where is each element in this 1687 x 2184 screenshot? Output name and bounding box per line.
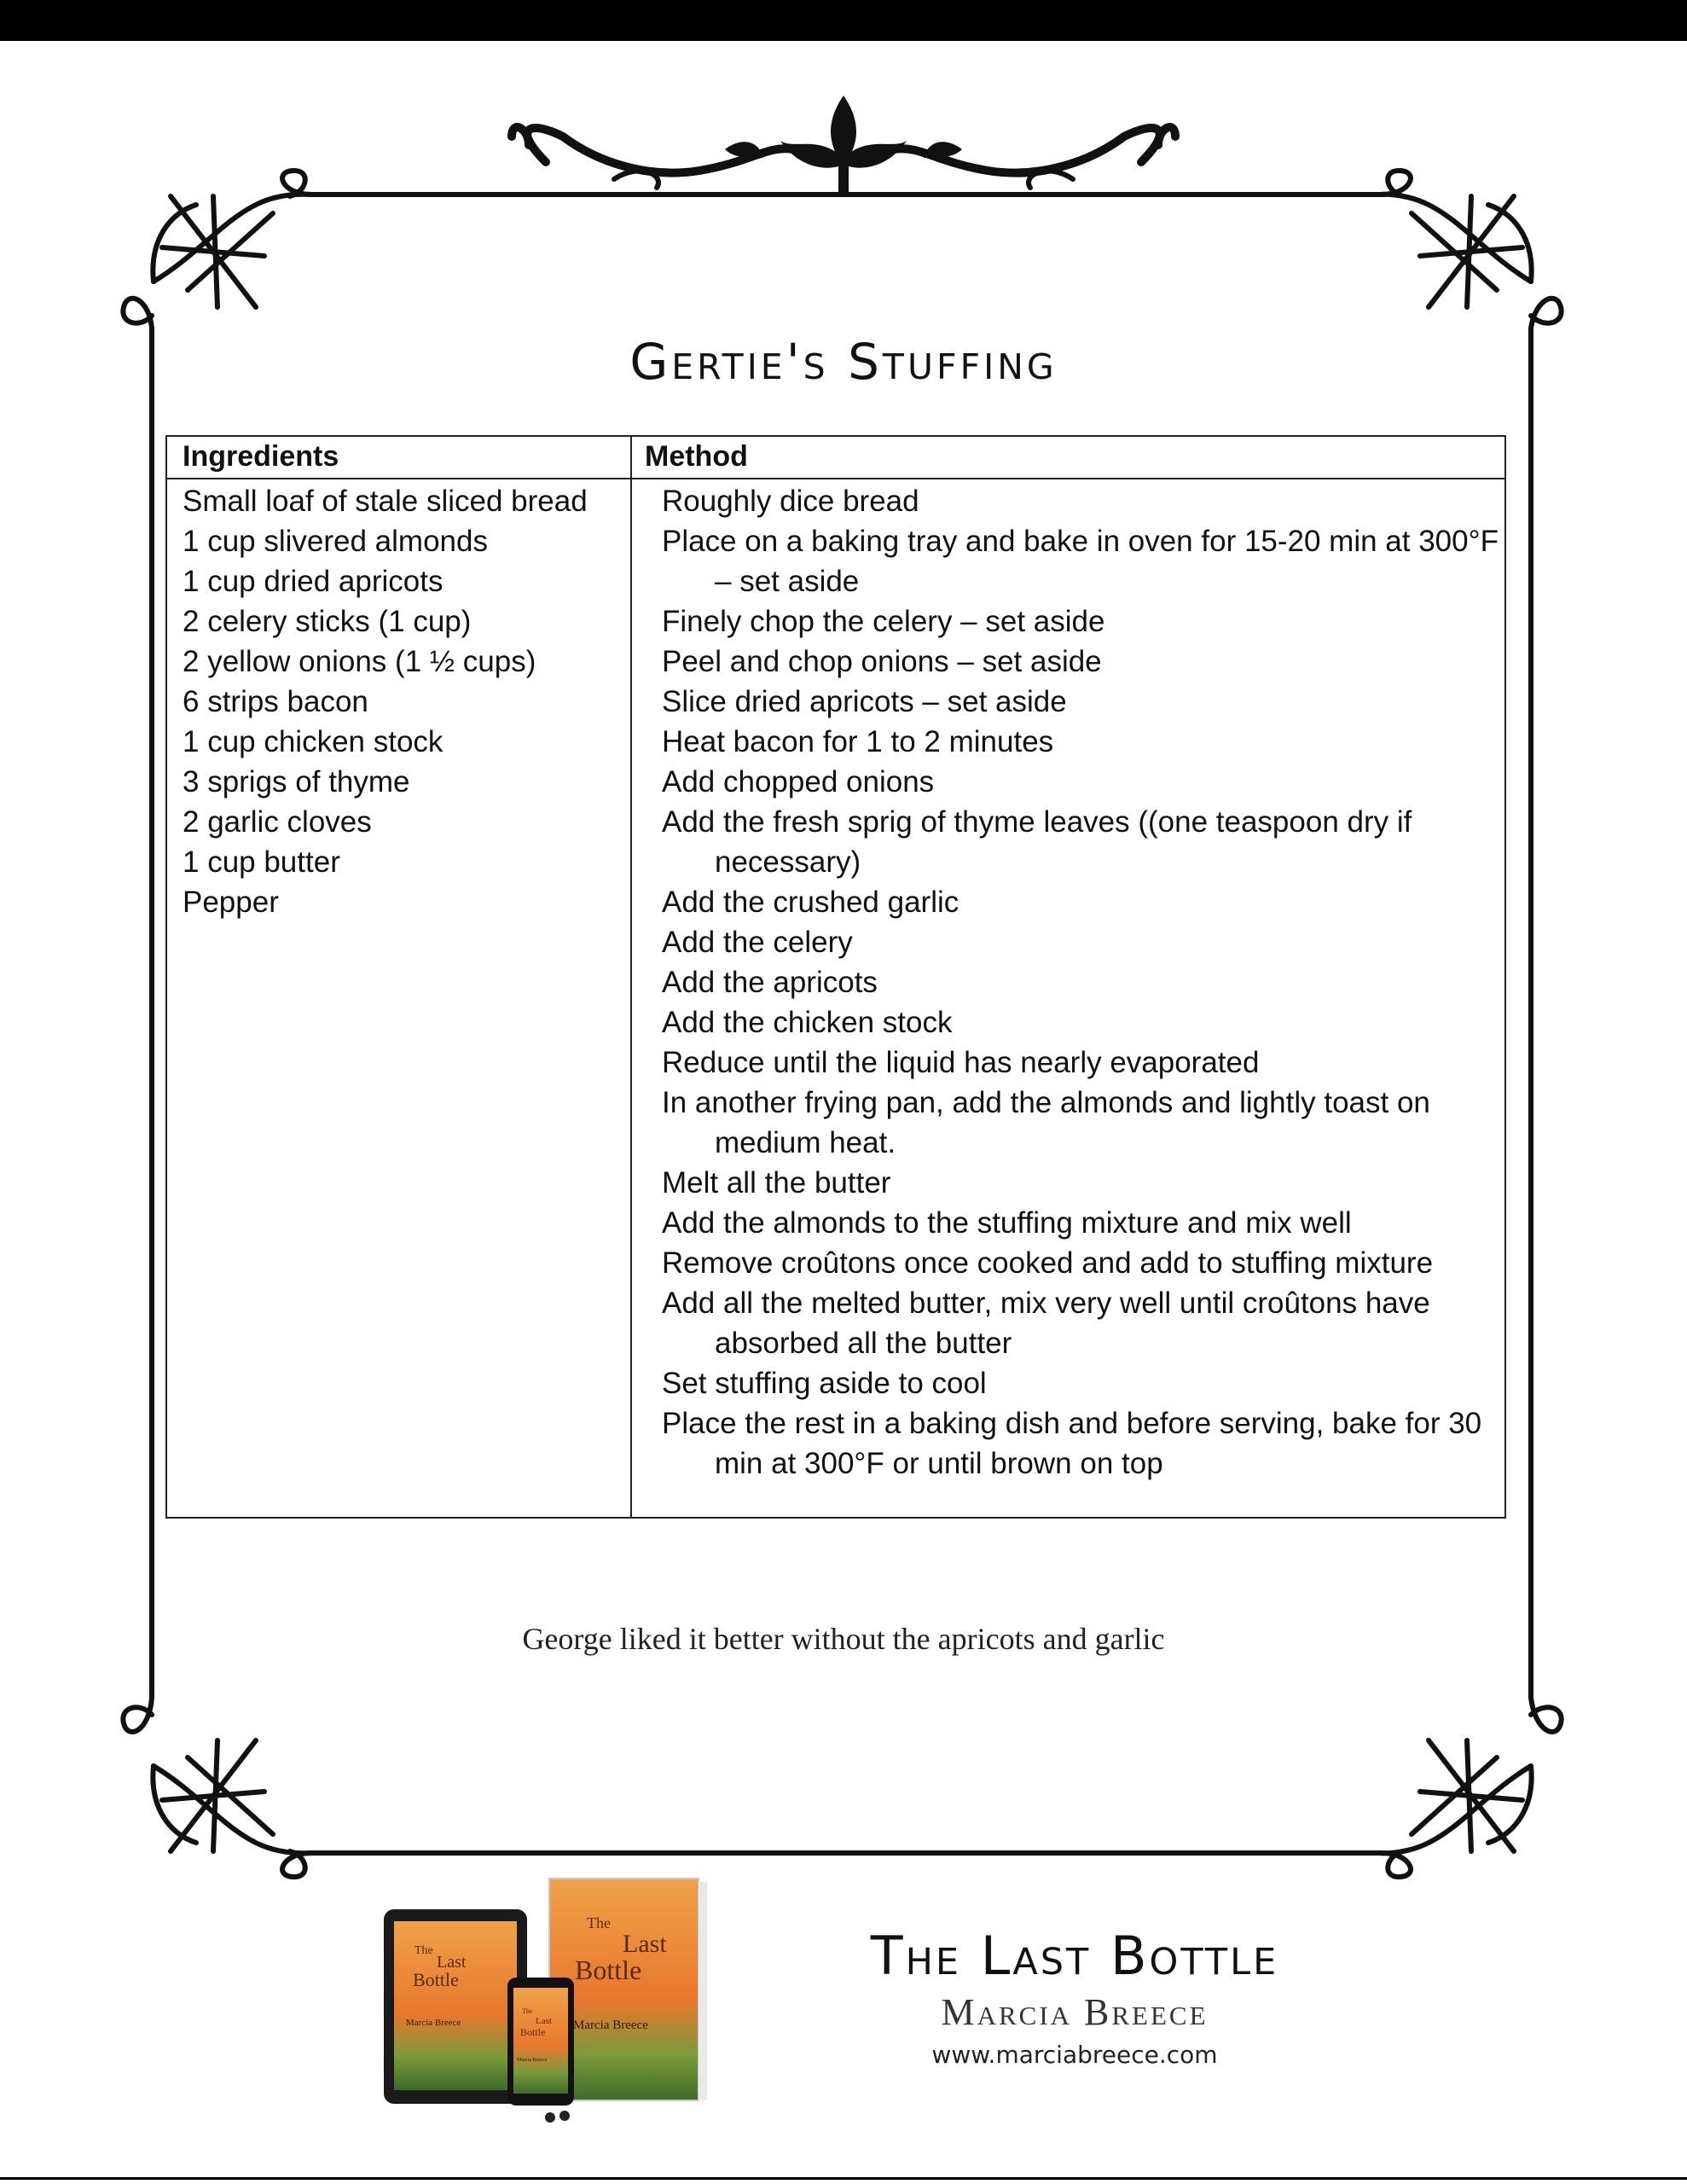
ingredient-item: 2 celery sticks (1 cup) — [183, 605, 472, 638]
method-step: Heat bacon for 1 to 2 minutes — [662, 725, 1054, 758]
ingredients-list — [183, 481, 626, 922]
method-step: Remove croûtons once cooked and add to stuffing mixture — [662, 1246, 1434, 1280]
book-branding — [836, 1924, 1313, 2074]
ingredient-item: 1 cup dried apricots — [183, 565, 443, 598]
method-step: Add all the melted butter, mix very well until croûtons have absorbed all the butter — [662, 1287, 1430, 1360]
ingredient-item: 3 sprigs of thyme — [183, 765, 410, 799]
method-step: Add the celery — [662, 926, 853, 959]
ingredient-item: 2 garlic cloves — [183, 805, 372, 839]
method-list — [662, 481, 1502, 1484]
paperback-cover-title-3: Bottle — [575, 1955, 642, 1985]
ingredients-header: Ingredients — [183, 440, 339, 473]
method-step: Peel and chop onions – set aside — [662, 645, 1102, 678]
method-step: Add chopped onions — [662, 765, 935, 799]
ingredient-item: 2 yellow onions (1 ½ cups) — [183, 645, 536, 678]
method-step: Reduce until the liquid has nearly evaporated — [662, 1046, 1260, 1079]
ingredient-item: Pepper — [183, 886, 279, 919]
method-step: Add the apricots — [662, 966, 878, 999]
method-step: Slice dried apricots – set aside — [662, 685, 1067, 718]
header-divider — [167, 478, 1504, 479]
method-step: Roughly dice bread — [662, 485, 919, 518]
paperback-cover-title-2: Last — [623, 1930, 667, 1958]
method-step: Add the crushed garlic — [662, 886, 959, 919]
tablet-cover-title-2: Last — [437, 1953, 467, 1972]
author-website-link[interactable]: www.marciabreece.com — [931, 2041, 1218, 2069]
method-step: Melt all the butter — [662, 1166, 891, 1199]
phone-cover-title-3: Bottle — [520, 2026, 546, 2038]
method-step: Set stuffing aside to cool — [662, 1367, 987, 1400]
method-step: Place on a baking tray and bake in oven for 15-20 min at 300°F – set aside — [662, 525, 1499, 598]
method-step: In another frying pan, add the almonds and lightly toast on medium heat. — [662, 1086, 1430, 1159]
tablet-cover-title-1: The — [415, 1944, 433, 1957]
method-step: Add the chicken stock — [662, 1006, 953, 1039]
phone-cover-title-1: The — [522, 2007, 533, 2015]
ingredient-item: 1 cup butter — [183, 845, 340, 879]
ingredient-item: Small loaf of stale sliced bread — [183, 485, 588, 518]
phone-cover-author: Marcia Breece — [517, 2058, 548, 2063]
ingredient-item: 6 strips bacon — [183, 685, 368, 718]
method-step: Add the fresh sprig of thyme leaves ((one teaspoon dry if necessary) — [662, 805, 1412, 879]
paperback-cover-title-1: The — [587, 1914, 611, 1931]
ingredient-item: 1 cup slivered almonds — [183, 525, 488, 558]
bottom-rule — [0, 2177, 1687, 2180]
tablet-cover-author: Marcia Breece — [406, 2018, 461, 2028]
paperback-cover-author: Marcia Breece — [573, 2018, 648, 2032]
phone-cover-title-2: Last — [536, 2016, 552, 2026]
method-step: Add the almonds to the stuffing mixture and mix well — [662, 1206, 1352, 1240]
ingredient-item: 1 cup chicken stock — [183, 725, 443, 758]
method-header: Method — [645, 440, 748, 473]
book-title: The Last Bottle — [870, 1925, 1279, 1987]
book-author: Marcia Breece — [941, 1991, 1209, 2033]
recipe-title: Gertie's Stuffing — [629, 333, 1058, 391]
book-devices-image — [375, 1868, 716, 2124]
recipe-note: George liked it better without the apricots and garlic — [522, 1622, 1165, 1656]
method-step: Finely chop the celery – set aside — [662, 605, 1105, 638]
method-step: Place the rest in a baking dish and before serving, bake for 30 min at 300°F or until brown on top — [662, 1407, 1482, 1480]
recipe-table — [165, 435, 1506, 1519]
column-divider — [630, 437, 632, 1517]
tablet-cover-title-3: Bottle — [413, 1969, 459, 1990]
